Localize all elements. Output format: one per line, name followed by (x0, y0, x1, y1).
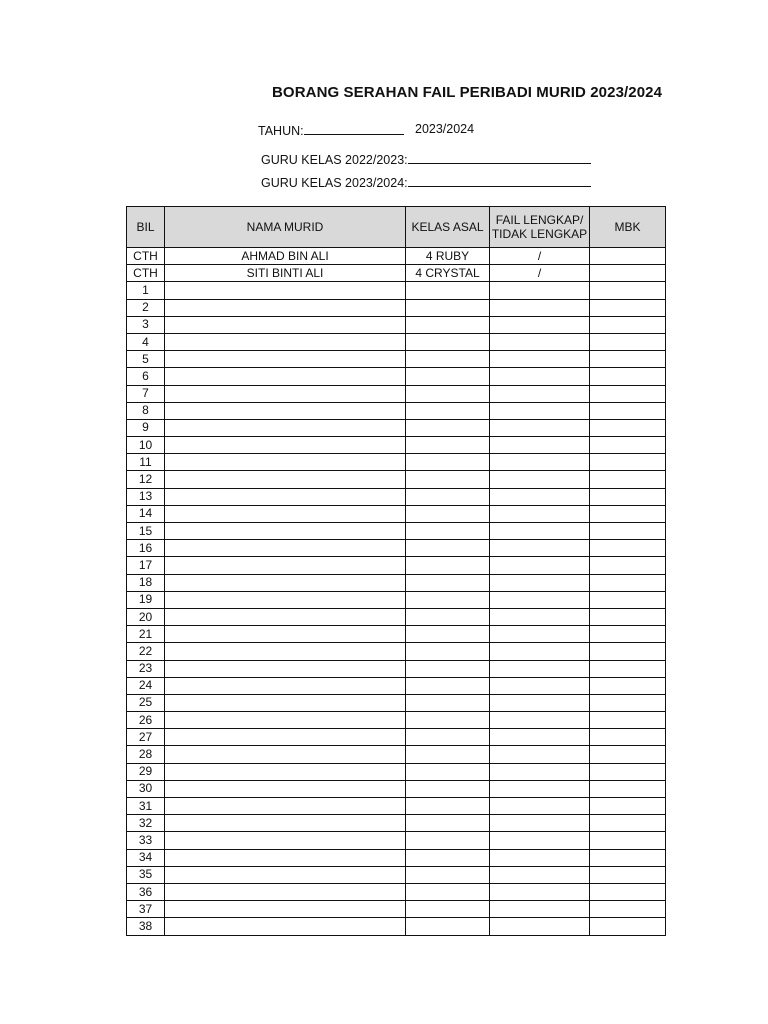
cell-fail-lengkap[interactable] (490, 763, 590, 780)
cell-mbk[interactable] (590, 643, 666, 660)
cell-nama-murid[interactable] (165, 523, 406, 540)
cell-fail-lengkap[interactable] (490, 368, 590, 385)
cell-mbk[interactable] (590, 299, 666, 316)
cell-kelas-asal[interactable] (406, 437, 490, 454)
cell-mbk[interactable] (590, 798, 666, 815)
cell-kelas-asal[interactable] (406, 746, 490, 763)
cell-bil: 7 (127, 385, 165, 402)
cell-mbk[interactable] (590, 402, 666, 419)
table-row (127, 780, 666, 797)
guru-kelas-2023-blank-line[interactable] (408, 174, 591, 187)
cell-kelas-asal[interactable] (406, 316, 490, 333)
cell-nama-murid[interactable] (165, 368, 406, 385)
cell-bil: 35 (127, 866, 165, 883)
table-row (127, 918, 666, 935)
cell-mbk[interactable] (590, 780, 666, 797)
cell-nama-murid[interactable] (165, 351, 406, 368)
cell-nama-murid[interactable] (165, 282, 406, 299)
cell-kelas-asal[interactable] (406, 712, 490, 729)
cell-nama-murid[interactable] (165, 780, 406, 797)
cell-kelas-asal[interactable] (406, 780, 490, 797)
table-row (127, 471, 666, 488)
cell-mbk[interactable] (590, 523, 666, 540)
guru-kelas-2022-blank-line[interactable] (408, 151, 591, 164)
table-row (127, 419, 666, 436)
table-row (127, 798, 666, 815)
cell-fail-lengkap[interactable] (490, 351, 590, 368)
cell-kelas-asal[interactable] (406, 299, 490, 316)
cell-bil: 6 (127, 368, 165, 385)
cell-fail-lengkap[interactable]: / (490, 265, 590, 282)
table-row (127, 643, 666, 660)
cell-kelas-asal[interactable]: 4 CRYSTAL (406, 265, 490, 282)
cell-kelas-asal[interactable] (406, 419, 490, 436)
table-row (127, 265, 666, 282)
cell-fail-lengkap[interactable] (490, 299, 590, 316)
cell-nama-murid[interactable] (165, 729, 406, 746)
cell-nama-murid[interactable] (165, 763, 406, 780)
table-row (127, 677, 666, 694)
cell-nama-murid[interactable] (165, 608, 406, 625)
form-title: BORANG SERAHAN FAIL PERIBADI MURID 2023/2024 (272, 84, 663, 101)
table-row (127, 248, 666, 265)
tahun-value: 2023/2024 (415, 122, 475, 136)
cell-nama-murid[interactable] (165, 591, 406, 608)
cell-mbk[interactable] (590, 712, 666, 729)
cell-bil: 30 (127, 780, 165, 797)
cell-mbk[interactable] (590, 660, 666, 677)
cell-mbk[interactable] (590, 316, 666, 333)
cell-nama-murid[interactable] (165, 402, 406, 419)
cell-kelas-asal[interactable] (406, 626, 490, 643)
guru-kelas-2022-field (261, 151, 591, 167)
cell-bil: 20 (127, 608, 165, 625)
table-row (127, 883, 666, 900)
cell-kelas-asal[interactable] (406, 488, 490, 505)
cell-nama-murid[interactable] (165, 454, 406, 471)
cell-kelas-asal[interactable] (406, 677, 490, 694)
cell-fail-lengkap[interactable] (490, 505, 590, 522)
cell-kelas-asal[interactable] (406, 832, 490, 849)
header-bil: BIL (127, 207, 165, 248)
cell-bil: 2 (127, 299, 165, 316)
cell-kelas-asal[interactable] (406, 883, 490, 900)
table-row (127, 626, 666, 643)
cell-kelas-asal[interactable]: 4 RUBY (406, 248, 490, 265)
cell-mbk[interactable] (590, 248, 666, 265)
cell-nama-murid[interactable] (165, 746, 406, 763)
table-row (127, 540, 666, 557)
cell-fail-lengkap[interactable] (490, 316, 590, 333)
cell-nama-murid[interactable] (165, 299, 406, 316)
table-row (127, 557, 666, 574)
cell-mbk[interactable] (590, 471, 666, 488)
cell-nama-murid[interactable] (165, 437, 406, 454)
cell-bil: 25 (127, 694, 165, 711)
cell-fail-lengkap[interactable] (490, 643, 590, 660)
table-row (127, 591, 666, 608)
tahun-blank-line[interactable] (304, 122, 404, 135)
table-row (127, 849, 666, 866)
cell-mbk[interactable] (590, 883, 666, 900)
table-row (127, 574, 666, 591)
cell-fail-lengkap[interactable]: / (490, 248, 590, 265)
cell-mbk[interactable] (590, 488, 666, 505)
cell-kelas-asal[interactable] (406, 591, 490, 608)
cell-nama-murid[interactable] (165, 333, 406, 350)
cell-fail-lengkap[interactable] (490, 282, 590, 299)
cell-bil: 27 (127, 729, 165, 746)
cell-kelas-asal[interactable] (406, 540, 490, 557)
cell-bil: 5 (127, 351, 165, 368)
cell-kelas-asal[interactable] (406, 849, 490, 866)
cell-bil: 34 (127, 849, 165, 866)
table-row (127, 660, 666, 677)
cell-bil: CTH (127, 248, 165, 265)
cell-mbk[interactable] (590, 918, 666, 935)
cell-fail-lengkap[interactable] (490, 918, 590, 935)
cell-kelas-asal[interactable] (406, 454, 490, 471)
cell-nama-murid[interactable]: SITI BINTI ALI (165, 265, 406, 282)
table-row (127, 299, 666, 316)
cell-kelas-asal[interactable] (406, 574, 490, 591)
cell-nama-murid[interactable] (165, 574, 406, 591)
cell-mbk[interactable] (590, 866, 666, 883)
cell-mbk[interactable] (590, 849, 666, 866)
table-header-row (127, 207, 666, 248)
cell-bil: 29 (127, 763, 165, 780)
cell-fail-lengkap[interactable] (490, 540, 590, 557)
cell-kelas-asal[interactable] (406, 402, 490, 419)
cell-kelas-asal[interactable] (406, 660, 490, 677)
cell-mbk[interactable] (590, 540, 666, 557)
cell-nama-murid[interactable] (165, 316, 406, 333)
cell-nama-murid[interactable] (165, 866, 406, 883)
cell-fail-lengkap[interactable] (490, 419, 590, 436)
cell-bil: 12 (127, 471, 165, 488)
table-row (127, 712, 666, 729)
cell-fail-lengkap[interactable] (490, 626, 590, 643)
table-row (127, 333, 666, 350)
cell-fail-lengkap[interactable] (490, 746, 590, 763)
cell-bil: 36 (127, 883, 165, 900)
cell-bil: 24 (127, 677, 165, 694)
cell-kelas-asal[interactable] (406, 729, 490, 746)
cell-mbk[interactable] (590, 608, 666, 625)
cell-nama-murid[interactable] (165, 832, 406, 849)
header-fail-lengkap: FAIL LENGKAP/ TIDAK LENGKAP (490, 207, 590, 248)
cell-kelas-asal[interactable] (406, 798, 490, 815)
cell-mbk[interactable] (590, 265, 666, 282)
table-row (127, 866, 666, 883)
cell-kelas-asal[interactable] (406, 333, 490, 350)
guru-kelas-2023-label: GURU KELAS 2023/2024: (261, 176, 408, 190)
cell-fail-lengkap[interactable] (490, 488, 590, 505)
cell-nama-murid[interactable] (165, 419, 406, 436)
cell-mbk[interactable] (590, 333, 666, 350)
table-row (127, 282, 666, 299)
table-row (127, 901, 666, 918)
cell-fail-lengkap[interactable] (490, 729, 590, 746)
cell-mbk[interactable] (590, 574, 666, 591)
cell-nama-murid[interactable] (165, 815, 406, 832)
cell-bil: 3 (127, 316, 165, 333)
table-row (127, 351, 666, 368)
cell-kelas-asal[interactable] (406, 918, 490, 935)
cell-fail-lengkap[interactable] (490, 866, 590, 883)
cell-fail-lengkap[interactable] (490, 333, 590, 350)
cell-mbk[interactable] (590, 901, 666, 918)
cell-fail-lengkap[interactable] (490, 660, 590, 677)
table-row (127, 437, 666, 454)
cell-bil: 15 (127, 523, 165, 540)
cell-bil: 13 (127, 488, 165, 505)
cell-bil: 1 (127, 282, 165, 299)
submission-table (126, 206, 666, 936)
cell-mbk[interactable] (590, 385, 666, 402)
cell-nama-murid[interactable] (165, 918, 406, 935)
cell-nama-murid[interactable] (165, 712, 406, 729)
cell-fail-lengkap[interactable] (490, 385, 590, 402)
cell-bil: 23 (127, 660, 165, 677)
cell-mbk[interactable] (590, 557, 666, 574)
cell-nama-murid[interactable] (165, 694, 406, 711)
tahun-label: TAHUN: (258, 124, 304, 138)
cell-kelas-asal[interactable] (406, 901, 490, 918)
cell-bil: 28 (127, 746, 165, 763)
table-row (127, 385, 666, 402)
cell-fail-lengkap[interactable] (490, 883, 590, 900)
table-row (127, 608, 666, 625)
cell-fail-lengkap[interactable] (490, 402, 590, 419)
cell-fail-lengkap[interactable] (490, 832, 590, 849)
table-row (127, 316, 666, 333)
table-row (127, 763, 666, 780)
cell-fail-lengkap[interactable] (490, 798, 590, 815)
cell-fail-lengkap[interactable] (490, 523, 590, 540)
header-nama-murid: NAMA MURID (165, 207, 406, 248)
table-row (127, 729, 666, 746)
cell-fail-lengkap[interactable] (490, 712, 590, 729)
table-row (127, 815, 666, 832)
cell-mbk[interactable] (590, 419, 666, 436)
cell-bil: 31 (127, 798, 165, 815)
cell-nama-murid[interactable] (165, 677, 406, 694)
cell-nama-murid[interactable] (165, 660, 406, 677)
tahun-field (258, 122, 404, 138)
cell-bil: CTH (127, 265, 165, 282)
cell-kelas-asal[interactable] (406, 351, 490, 368)
cell-mbk[interactable] (590, 351, 666, 368)
cell-nama-murid[interactable] (165, 643, 406, 660)
cell-bil: 38 (127, 918, 165, 935)
cell-mbk[interactable] (590, 437, 666, 454)
cell-fail-lengkap[interactable] (490, 574, 590, 591)
cell-bil: 17 (127, 557, 165, 574)
table-row (127, 505, 666, 522)
cell-fail-lengkap[interactable] (490, 454, 590, 471)
header-mbk: MBK (590, 207, 666, 248)
cell-kelas-asal[interactable] (406, 608, 490, 625)
cell-bil: 16 (127, 540, 165, 557)
cell-kelas-asal[interactable] (406, 282, 490, 299)
cell-nama-murid[interactable] (165, 883, 406, 900)
cell-fail-lengkap[interactable] (490, 437, 590, 454)
cell-bil: 11 (127, 454, 165, 471)
cell-mbk[interactable] (590, 591, 666, 608)
cell-fail-lengkap[interactable] (490, 608, 590, 625)
cell-bil: 4 (127, 333, 165, 350)
table-row (127, 746, 666, 763)
table-row (127, 402, 666, 419)
cell-kelas-asal[interactable] (406, 385, 490, 402)
cell-mbk[interactable] (590, 454, 666, 471)
cell-nama-murid[interactable] (165, 798, 406, 815)
cell-mbk[interactable] (590, 677, 666, 694)
cell-kelas-asal[interactable] (406, 866, 490, 883)
header-kelas-asal: KELAS ASAL (406, 207, 490, 248)
cell-kelas-asal[interactable] (406, 505, 490, 522)
cell-nama-murid[interactable] (165, 901, 406, 918)
cell-fail-lengkap[interactable] (490, 815, 590, 832)
cell-fail-lengkap[interactable] (490, 780, 590, 797)
table-row (127, 523, 666, 540)
cell-fail-lengkap[interactable] (490, 471, 590, 488)
table-row (127, 368, 666, 385)
cell-nama-murid[interactable] (165, 849, 406, 866)
table-row (127, 832, 666, 849)
cell-nama-murid[interactable] (165, 557, 406, 574)
cell-kelas-asal[interactable] (406, 368, 490, 385)
cell-bil: 32 (127, 815, 165, 832)
cell-bil: 9 (127, 419, 165, 436)
cell-nama-murid[interactable] (165, 540, 406, 557)
cell-nama-murid[interactable] (165, 385, 406, 402)
cell-kelas-asal[interactable] (406, 815, 490, 832)
cell-mbk[interactable] (590, 505, 666, 522)
cell-nama-murid[interactable] (165, 626, 406, 643)
cell-nama-murid[interactable] (165, 505, 406, 522)
guru-kelas-2022-label: GURU KELAS 2022/2023: (261, 153, 408, 167)
cell-mbk[interactable] (590, 626, 666, 643)
cell-kelas-asal[interactable] (406, 471, 490, 488)
cell-bil: 8 (127, 402, 165, 419)
cell-bil: 19 (127, 591, 165, 608)
table-row (127, 694, 666, 711)
cell-kelas-asal[interactable] (406, 557, 490, 574)
cell-fail-lengkap[interactable] (490, 694, 590, 711)
cell-kelas-asal[interactable] (406, 694, 490, 711)
cell-nama-murid[interactable] (165, 471, 406, 488)
cell-bil: 26 (127, 712, 165, 729)
cell-fail-lengkap[interactable] (490, 849, 590, 866)
cell-bil: 33 (127, 832, 165, 849)
cell-fail-lengkap[interactable] (490, 591, 590, 608)
table-row (127, 488, 666, 505)
cell-fail-lengkap[interactable] (490, 901, 590, 918)
cell-bil: 18 (127, 574, 165, 591)
cell-kelas-asal[interactable] (406, 763, 490, 780)
cell-bil: 21 (127, 626, 165, 643)
cell-mbk[interactable] (590, 694, 666, 711)
guru-kelas-2023-field (261, 174, 591, 190)
cell-mbk[interactable] (590, 282, 666, 299)
cell-mbk[interactable] (590, 368, 666, 385)
cell-kelas-asal[interactable] (406, 523, 490, 540)
cell-mbk[interactable] (590, 763, 666, 780)
cell-fail-lengkap[interactable] (490, 557, 590, 574)
cell-mbk[interactable] (590, 815, 666, 832)
cell-bil: 14 (127, 505, 165, 522)
cell-kelas-asal[interactable] (406, 643, 490, 660)
cell-bil: 37 (127, 901, 165, 918)
cell-fail-lengkap[interactable] (490, 677, 590, 694)
table-row (127, 454, 666, 471)
cell-mbk[interactable] (590, 729, 666, 746)
cell-nama-murid[interactable]: AHMAD BIN ALI (165, 248, 406, 265)
cell-mbk[interactable] (590, 832, 666, 849)
cell-bil: 10 (127, 437, 165, 454)
cell-nama-murid[interactable] (165, 488, 406, 505)
cell-bil: 22 (127, 643, 165, 660)
cell-mbk[interactable] (590, 746, 666, 763)
